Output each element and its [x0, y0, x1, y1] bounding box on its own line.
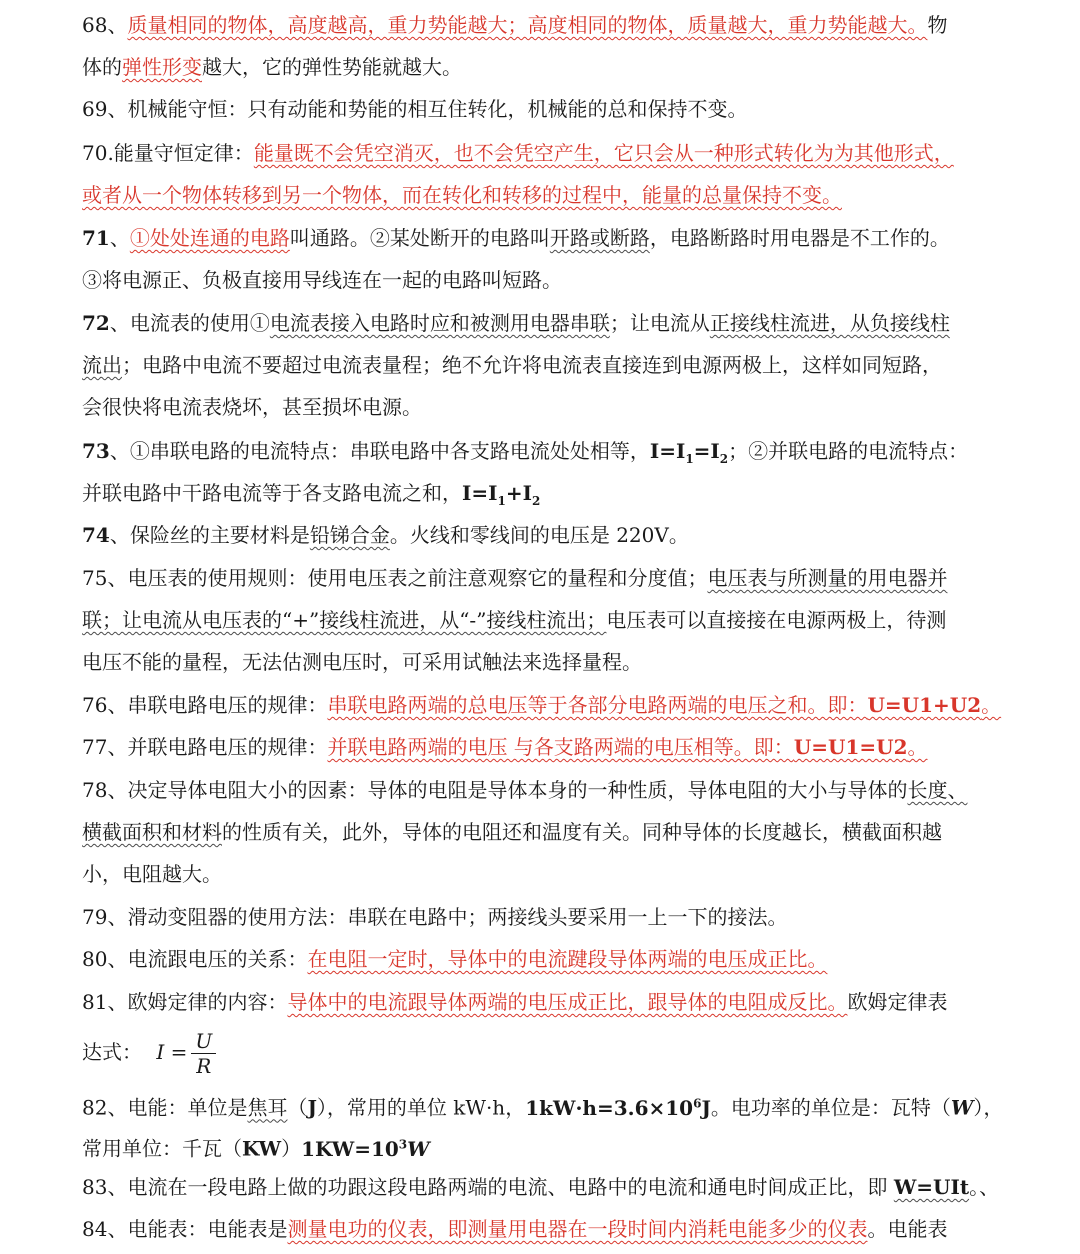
formula: $1kW\cdot h=3.6\times 10^6J$ — [525, 1095, 711, 1120]
key-statement: 在电阻一定时，导体中的电流踺段导体两端的电压成正比。 — [307, 947, 828, 971]
item-81-line-1: 81、欧姆定律的内容：导体中的电流跟导体两端的电压成正比，跟导体的电阻成反比。欧姆定律表 — [82, 990, 948, 1014]
item-72-line-3: 会很快将电流表烧坏，甚至损坏电源。 — [82, 395, 422, 419]
item-73-line-1: 73、①串联电路的电流特点：串联电路中各支路电流处处相等，$I=I_1=I_2$；②并联电路的电流特点： — [82, 439, 969, 466]
item-73-line-2: 并联电路中干路电流等于各支路电流之和，$I=I_1+I_2$ — [82, 481, 541, 508]
item-82-line-2: 常用单位：千瓦$(KW)1KW=10^3W$ — [82, 1136, 430, 1161]
ohms-law-formula: I = — [156, 1040, 188, 1064]
item-75-line-3: 电压不能的量程，无法估测电压时，可采用试触法来选择量程。 — [82, 650, 642, 674]
item-70-line-2 — [82, 180, 1020, 210]
formula: $I=I_1+I_2$ — [462, 481, 541, 508]
key-statement: 能量既不会凭空消灭，也不会凭空产生，它只会从一种形式转化为为其他形式， — [253, 141, 954, 165]
item-75-line-1: 75、电压表的使用规则：使用电压表之前注意观察它的量程和分度值；电压表与所测量的用电器并 — [82, 566, 948, 590]
item-76: 76、串联电路电压的规律：串联电路两端的总电压等于各部分电路两端的电压之和。即：U=U1+U2。 — [82, 693, 1002, 717]
formula: $1KW=10^3W$ — [301, 1136, 430, 1161]
key-term: 弹性形变 — [122, 55, 202, 79]
key-statement: 串联电路两端的总电压等于各部分电路两端的电压之和。即：U=U1+U2。 — [327, 693, 1002, 717]
key-statement: 并联电路两端的电压 与各支路两端的电压相等。即：U=U1=U2。 — [327, 735, 928, 759]
item-70-line-1: 70.能量守恒定律：能量既不会凭空消灭，也不会凭空产生，它只会从一种形式转化为为其他形式， — [82, 141, 954, 165]
key-statement: 导体中的电流跟导体两端的电压成正比，跟导体的电阻成反比。 — [287, 990, 848, 1014]
item-75-line-2: 联；让电流从电压表的“+”接线柱流进，从“-”接线柱流出；电压表可以直接接在电源两极上，待测 — [82, 608, 947, 632]
item-number: 72 — [82, 311, 110, 335]
formula: $I=I_1=I_2$ — [649, 439, 729, 466]
fraction: $\frac{U}{R}$ — [191, 1029, 216, 1078]
item-69: 69、机械能守恒：只有动能和势能的相互住转化，机械能的总和保持不变。 — [82, 97, 748, 121]
item-84: 84、电能表：电能表是测量电功的仪表，即测量用电器在一段时间内消耗电能多少的仪表。电能表 — [82, 1217, 948, 1241]
item-number: 71 — [82, 226, 110, 250]
key-statement: 或者从一个物体转移到另一个物体，而在转化和转移的过程中，能量的总量保持不变。 — [82, 183, 842, 207]
item-79: 79、滑动变阻器的使用方法：串联在电路中；两接线头要采用一上一下的接法。 — [82, 905, 788, 929]
item-74: 74、保险丝的主要材料是铅锑合金。火线和零线间的电压是 220V。 — [82, 523, 689, 547]
item-78-line-1: 78、决定导体电阻大小的因素：导体的电阻是导体本身的一种性质，导体电阻的大小与导体的长度、 — [82, 778, 968, 802]
item-77: 77、并联电路电压的规律：并联电路两端的电压 与各支路两端的电压相等。即：U=U1=U2。 — [82, 735, 928, 759]
key-term: ①处处连通的电路 — [129, 226, 290, 250]
item-number: 74 — [82, 523, 110, 547]
key-term: 铅锑合金 — [309, 523, 390, 547]
key-statement: 测量电功的仪表，即测量用电器在一段时间内消耗电能多少的仪表 — [287, 1217, 868, 1241]
item-80: 80、电流跟电压的关系：在电阻一定时，导体中的电流踺段导体两端的电压成正比。 — [82, 947, 828, 971]
item-68-line-1: 68、质量相同的物体，高度越高，重力势能越大；高度相同的物体，质量越大，重力势能越大。物 — [82, 13, 948, 37]
formula: U=U1=U2 — [793, 735, 908, 759]
item-83: 83、电流在一段电路上做的功跟这段电路两端的电流、电路中的电流和通电时间成正比，即 W=UIt。、 — [82, 1175, 1000, 1199]
key-term: 开路或断路 — [549, 226, 650, 250]
key-statement: 质量相同的物体，高度越高，重力势能越大；高度相同的物体，质量越大，重力势能越大。 — [127, 13, 928, 37]
item-72-line-1: 72、电流表的使用①电流表接入电路时应和被测用电器串联；让电流从正接线柱流进，从负接线柱 — [82, 311, 950, 335]
item-72-line-2: 流出；电路中电流不要超过电流表量程；绝不允许将电流表直接连到电源两极上，这样如同短路， — [82, 353, 942, 377]
item-68-line-2: 体的弹性形变越大，它的弹性势能就越大。 — [82, 55, 462, 79]
item-71-line-1: 71、①处处连通的电路叫通路。②某处断开的电路叫开路或断路，电路断路时用电器是不工作的。 — [82, 226, 950, 250]
item-78-line-3: 小，电阻越大。 — [82, 862, 222, 886]
formula: U=U1+U2 — [867, 693, 982, 717]
item-number: 68、 — [82, 13, 128, 37]
item-71-line-2: ③将电源正、负极直接用导线连在一起的电路叫短路。 — [82, 268, 562, 292]
item-81-line-2: 达式： I = $\frac{U}{R}$ — [82, 1025, 1020, 1079]
item-82-line-1: 82、电能：单位是焦耳（J），常用的单位 kW·h，$1kW\cdot h=3.6\times 10^6J$。电功率的单位是：瓦特（W）， — [82, 1095, 1004, 1120]
formula: W=UIt — [893, 1175, 970, 1199]
item-78-line-2: 横截面积和材料的性质有关，此外，导体的电阻还和温度有关。同种导体的长度越长，横截面积越 — [82, 820, 942, 844]
item-number: 73 — [82, 439, 110, 463]
